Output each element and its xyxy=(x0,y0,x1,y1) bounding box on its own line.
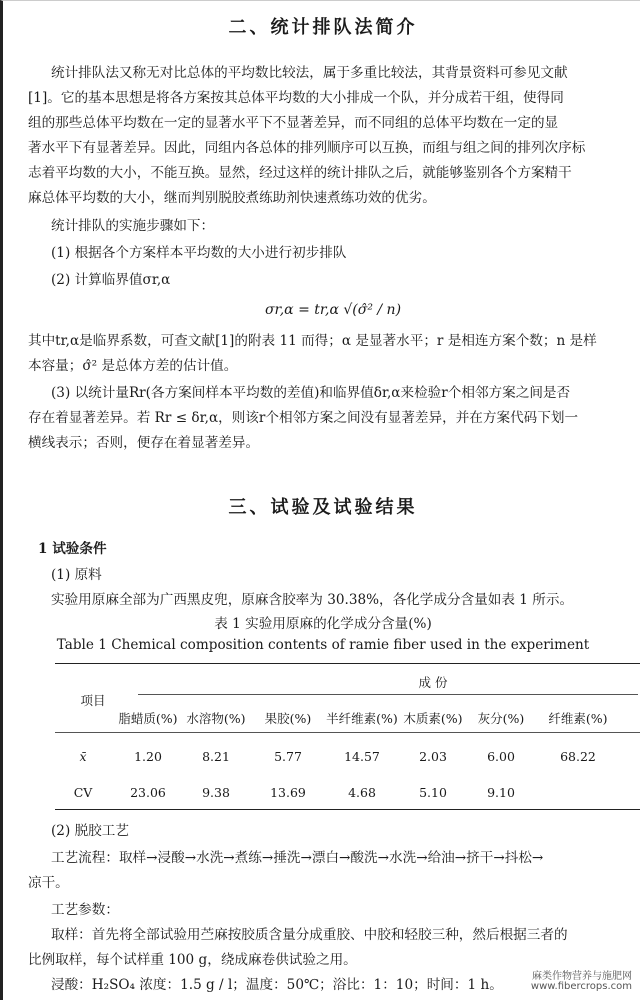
col-header-cellulose: 纤维素(%) xyxy=(548,711,608,726)
col-header-lignin: 木质素(%) xyxy=(403,711,463,726)
table-caption-en: Table 1 Chemical composition contents of ramie fiber used in the experiment xyxy=(56,637,590,653)
steps-intro: 统计排队的实施步骤如下： xyxy=(51,218,215,234)
section-2-heading: 二、统计排队法简介 xyxy=(228,17,418,38)
params-title: 工艺参数： xyxy=(51,902,119,918)
cell: 9.38 xyxy=(202,785,230,800)
para1-line3: 组的那些总体平均数在一定的显著水平下不显著差异，而不同组的总体平均数在一定的显 xyxy=(28,115,559,131)
cell: 5.10 xyxy=(419,785,447,800)
cell: 13.69 xyxy=(270,785,306,800)
cell: 2.03 xyxy=(419,749,447,764)
row-label-mean: x̄ xyxy=(79,749,87,764)
cell: 14.57 xyxy=(344,749,380,764)
cell: 8.21 xyxy=(202,749,230,764)
cell: 9.10 xyxy=(487,785,515,800)
process-line2: 凉干。 xyxy=(28,875,69,891)
watermark-url: www.fibercrops.com xyxy=(530,981,632,992)
step3-line2: 存在着显著差异。若 Rr ≤ δr,α，则该r个相邻方案之间没有显著差异，并在方案代码下划一 xyxy=(28,410,579,426)
section-3-heading: 三、试验及试验结果 xyxy=(228,497,418,518)
table-top-rule xyxy=(55,663,640,664)
cell: 1.20 xyxy=(134,749,162,764)
acid-params: 浸酸：H₂SO₄ 浓度：1.5 g / l；温度：50℃；浴比：1：10；时间：1 h。 xyxy=(51,977,503,993)
subsection-1-2: (2) 脱胶工艺 xyxy=(51,823,129,839)
process-line1: 工艺流程：取样→浸酸→水洗→煮练→捶洗→漂白→酸洗→水洗→给油→挤干→抖松→ xyxy=(51,850,544,866)
col-header-pectin: 果胶(%) xyxy=(264,711,312,726)
cell: 4.68 xyxy=(348,785,376,800)
sampling-line2: 比例取样，每个试样重 100 g，绕成麻卷供试验之用。 xyxy=(28,952,357,968)
material-text: 实验用原麻全部为广西黑皮兜，原麻含胶率为 30.38%，各化学成分含量如表 1 所示。 xyxy=(51,592,574,608)
col-header-wax: 脂蜡质(%) xyxy=(118,711,178,726)
step3-line3: 横线表示；否则，便存在着显著差异。 xyxy=(28,435,260,451)
subsection-1: 1 试验条件 xyxy=(38,541,107,557)
col-header-hemicellulose: 半纤维素(%) xyxy=(326,711,398,726)
critical-value-formula: σr,α = tr,α √(σ̂² / n) xyxy=(265,302,402,318)
cell: 5.77 xyxy=(274,749,302,764)
para1-line2: [1]。它的基本思想是将各方案按其总体平均数的大小排成一个队，并分成若干组，使得同 xyxy=(28,90,564,106)
explain-line2: 本容量；σ̂² 是总体方差的估计值。 xyxy=(28,358,238,374)
table-caption-cn: 表 1 实验用原麻的化学成分含量(%) xyxy=(214,616,432,632)
sampling-line1: 取样：首先将全部试验用苎麻按胶质含量分成重胶、中胶和轻胶三种，然后根据三者的 xyxy=(51,927,568,943)
para1-line1: 统计排队法又称无对比总体的平均数比较法，属于多重比较法，其背景资料可参见文献 xyxy=(51,65,568,81)
table-header-rule xyxy=(55,732,640,733)
step-2: (2) 计算临界值σr,α xyxy=(51,272,171,288)
cell: 23.06 xyxy=(130,785,166,800)
table-group-rule xyxy=(138,694,638,695)
table-bottom-rule xyxy=(55,809,640,810)
subsection-1-1: (1) 原料 xyxy=(51,567,102,583)
para1-line4: 著水平下有显著差异。因此，同组内各总体的排列顺序可以互换，而组与组之间的排列次序标 xyxy=(28,140,586,156)
para1-line6: 麻总体平均数的大小，继而判别脱胶煮练助剂快速煮练功效的优劣。 xyxy=(28,190,436,206)
cell: 6.00 xyxy=(487,749,515,764)
col-header-ash: 灰分(%) xyxy=(477,711,525,726)
explain-line1: 其中tr,α是临界系数，可查文献[1]的附表 11 而得；α 是显著水平；r 是相连方案个数；n 是样 xyxy=(28,333,597,349)
row-label-cv: CV xyxy=(73,785,93,800)
table-group-header: 成 份 xyxy=(418,675,448,690)
cell: 68.22 xyxy=(560,749,596,764)
col-header-water-soluble: 水溶物(%) xyxy=(186,711,246,726)
watermark-cn: 麻类作物营养与施肥网 xyxy=(532,971,632,982)
para1-line5: 志着平均数的大小，不能互换。显然，经过这样的统计排队之后，就能够鉴别各个方案精干 xyxy=(28,165,572,181)
table-row-header: 项目 xyxy=(80,693,106,708)
step3-line1: (3) 以统计量Rr(各方案间样本平均数的差值)和临界值δr,α来检验r个相邻方案之间是否 xyxy=(51,385,571,401)
step-1: (1) 根据各个方案样本平均数的大小进行初步排队 xyxy=(51,245,347,261)
